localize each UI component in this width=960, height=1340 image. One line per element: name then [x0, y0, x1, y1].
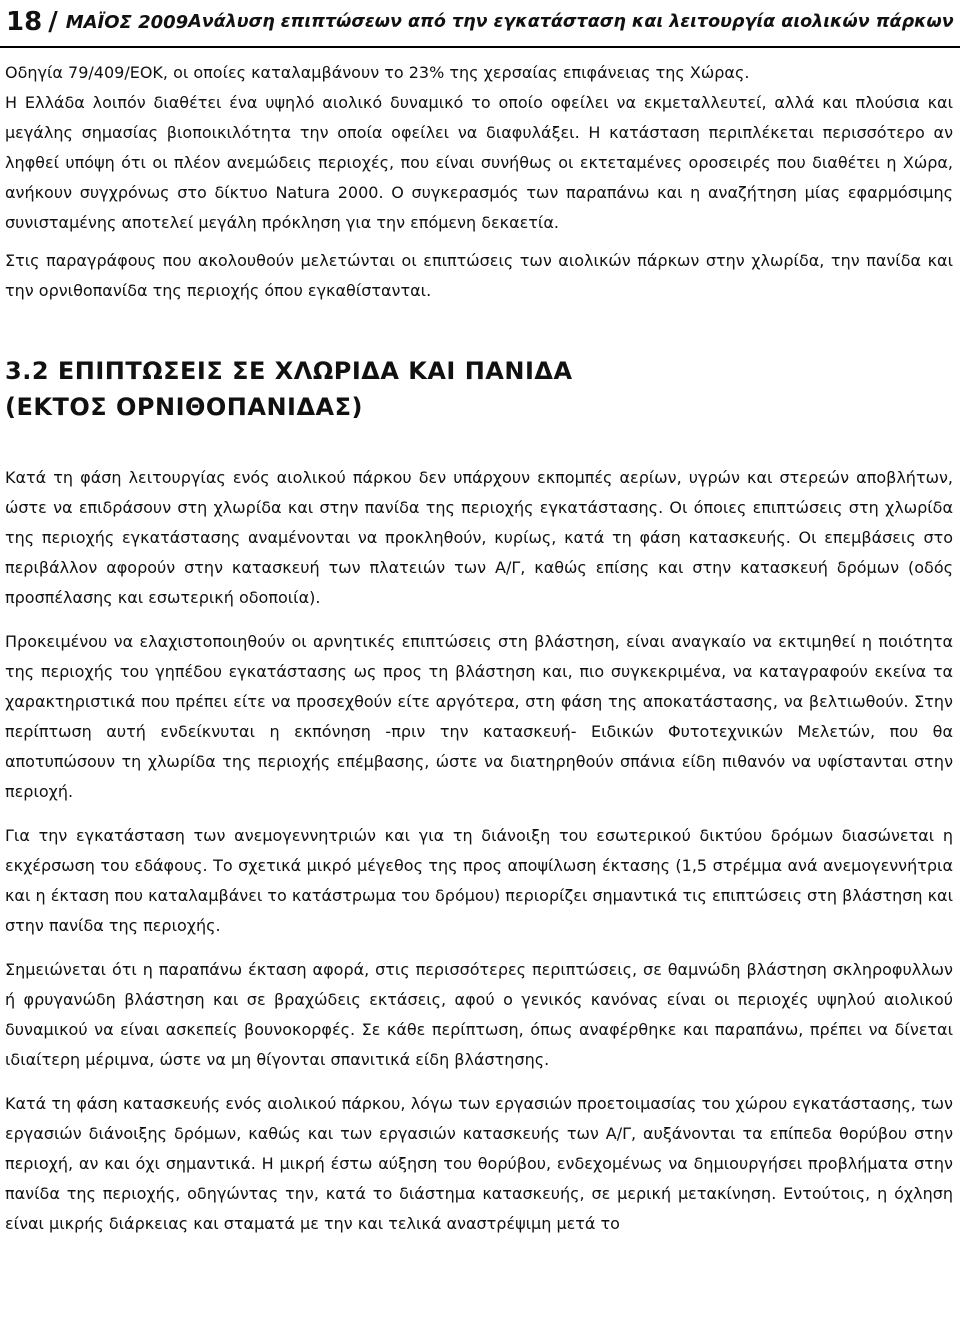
- paragraph-1: Οδηγία 79/409/ΕΟΚ, οι οποίες καταλαμβάνουν το 23% της χερσαίας επιφάνειας της Χώρας.: [5, 63, 750, 82]
- header-rule: [0, 46, 960, 48]
- paragraph-5: Προκειμένου να ελαχιστοποιηθούν οι αρνητικές επιπτώσεις στη βλάστηση, είναι αναγκαίο να εκτιμηθεί η ποιότητα της περιοχής του γηπέδου εγκατάστασης ως προς τη βλάστηση και, πιο συγκεκριμένα, να καταγραφούν εκείνα τα χαρακτηριστικά που πρέπει είτε να προσεχθούν είτε αργότερα, στη φάση της αποκατάστασης, να βελτιωθούν. Στην περίπτωση αυτή ενδείκνυται η εκπόνηση -πριν την κατασκευή- Ειδικών Φυτοτεχνικών Μελετών, που θα αποτυπώσουν τη χλωρίδα της περιοχής επέμβασης, ώστε να διατηρηθούν σπάνια είδη πιθανόν να υφίστανται στην περιοχή.: [5, 632, 953, 801]
- paragraph-8: Κατά τη φάση κατασκευής ενός αιολικού πάρκου, λόγω των εργασιών προετοιμασίας του χώρου εγκατάστασης, των εργασιών διάνοιξης δρόμων, καθώς και των εργασιών κατασκευής των Α/Γ, αυξάνονται τα επίπεδα θορύβου στην περιοχή, αν και όχι σημαντικά. Η μικρή έστω αύξηση του θορύβου, ενδεχομένως να δημιουργήσει προβλήματα στην πανίδα της περιοχής, οδηγώντας την, κατά το διάστημα κατασκευής, σε μερική μετακίνηση. Εντούτοις, η όχληση είναι μικρής διάρκειας και σταματά με την και τελικά αναστρέψιμη μετά το: [5, 1094, 953, 1233]
- paragraph-3: Στις παραγράφους που ακολουθούν μελετώνται οι επιπτώσεις των αιολικών πάρκων στην χλωρίδα, την πανίδα και την ορνιθοπανίδα της περιοχής όπου εγκαθίστανται.: [5, 251, 953, 300]
- section-heading-line-2: (ΕΚΤΟΣ ΟΡΝΙΘΟΠΑΝΙΔΑΣ): [5, 393, 363, 421]
- paragraph-7: Σημειώνεται ότι η παραπάνω έκταση αφορά, στις περισσότερες περιπτώσεις, σε θαμνώδη βλάστηση σκληροφυλλων ή φρυγανώδη βλάστηση και σε βραχώδεις εκτάσεις, αφού ο γενικός κανόνας είναι οι περιοχές υψηλού αιολικού δυναμικού να είναι ασκεπείς βουνοκορφές. Σε κάθε περίπτωση, όπως αναφέρθηκε και παραπάνω, πρέπει να δίνεται ιδιαίτερη μέριμνα, ώστε να μη θίγονται σπανιτικά είδη βλάστησης.: [5, 960, 953, 1069]
- page-number: 18: [6, 7, 43, 37]
- header-separator: /: [48, 7, 58, 37]
- paragraph-4: Κατά τη φάση λειτουργίας ενός αιολικού πάρκου δεν υπάρχουν εκπομπές αερίων, υγρών και στερεών αποβλήτων, ώστε να επιδράσουν στη χλωρίδα και στην πανίδα της περιοχής εγκατάστασης. Οι όποιες επιπτώσεις στη χλωρίδα της περιοχής εγκατάστασης αναμένονται να προκληθούν, κυρίως, κατά τη φάση κατασκευής. Οι επεμβάσεις στο περιβάλλον αφορούν στην κατασκευή των πλατειών των Α/Γ, καθώς επίσης και στην κατασκευή δρόμων (οδός προσπέλασης και εσωτερική οδοποιία).: [5, 468, 953, 607]
- running-title: Ανάλυση επιπτώσεων από την εγκατάσταση και λειτουργία αιολικών πάρκων: [188, 12, 954, 32]
- section-heading-line-1: 3.2 ΕΠΙΠΤΩΣΕΙΣ ΣΕ ΧΛΩΡΙΔΑ ΚΑΙ ΠΑΝΙΔΑ: [5, 357, 573, 385]
- paragraph-2: Η Ελλάδα λοιπόν διαθέτει ένα υψηλό αιολικό δυναμικό το οποίο οφείλει να εκμεταλλευτεί, αλλά και πλούσια και μεγάλης σημασίας βιοποικιλότητα την οποία οφείλει να διαφυλάξει. Η κατάσταση περιπλέκεται περισσότερο αν ληφθεί υπόψη ότι οι πλέον ανεμώδεις περιοχές, που είναι συνήθως οι εκτεταμένες οροσειρές που διαθέτει η Χώρα, ανήκουν συγχρόνως στο δίκτυο Natura 2000. Ο συγκερασμός των παραπάνω και η αναζήτηση μίας εφαρμόσιμης συνισταμένης αποτελεί μεγάλη πρόκληση για την επόμενη δεκαετία.: [5, 93, 953, 232]
- page-body: [5, 58, 953, 1239]
- page-header: [0, 0, 960, 44]
- section-heading: [5, 353, 953, 425]
- header-date: ΜΑΪΟΣ 2009: [65, 11, 189, 33]
- paragraph-6: Για την εγκατάσταση των ανεμογεννητριών και για τη διάνοιξη του εσωτερικού δικτύου δρόμων διασώνεται η εκχέρσωση του εδάφους. Το σχετικά μικρό μέγεθος της προς αποψίλωση έκτασης (1,5 στρέμμα ανά ανεμογεννήτρια και η έκταση που καταλαμβάνει το κατάστρωμα του δρόμου) περιορίζει σημαντικά τις επιπτώσεις στη βλάστηση και στην πανίδα της περιοχής.: [5, 826, 953, 935]
